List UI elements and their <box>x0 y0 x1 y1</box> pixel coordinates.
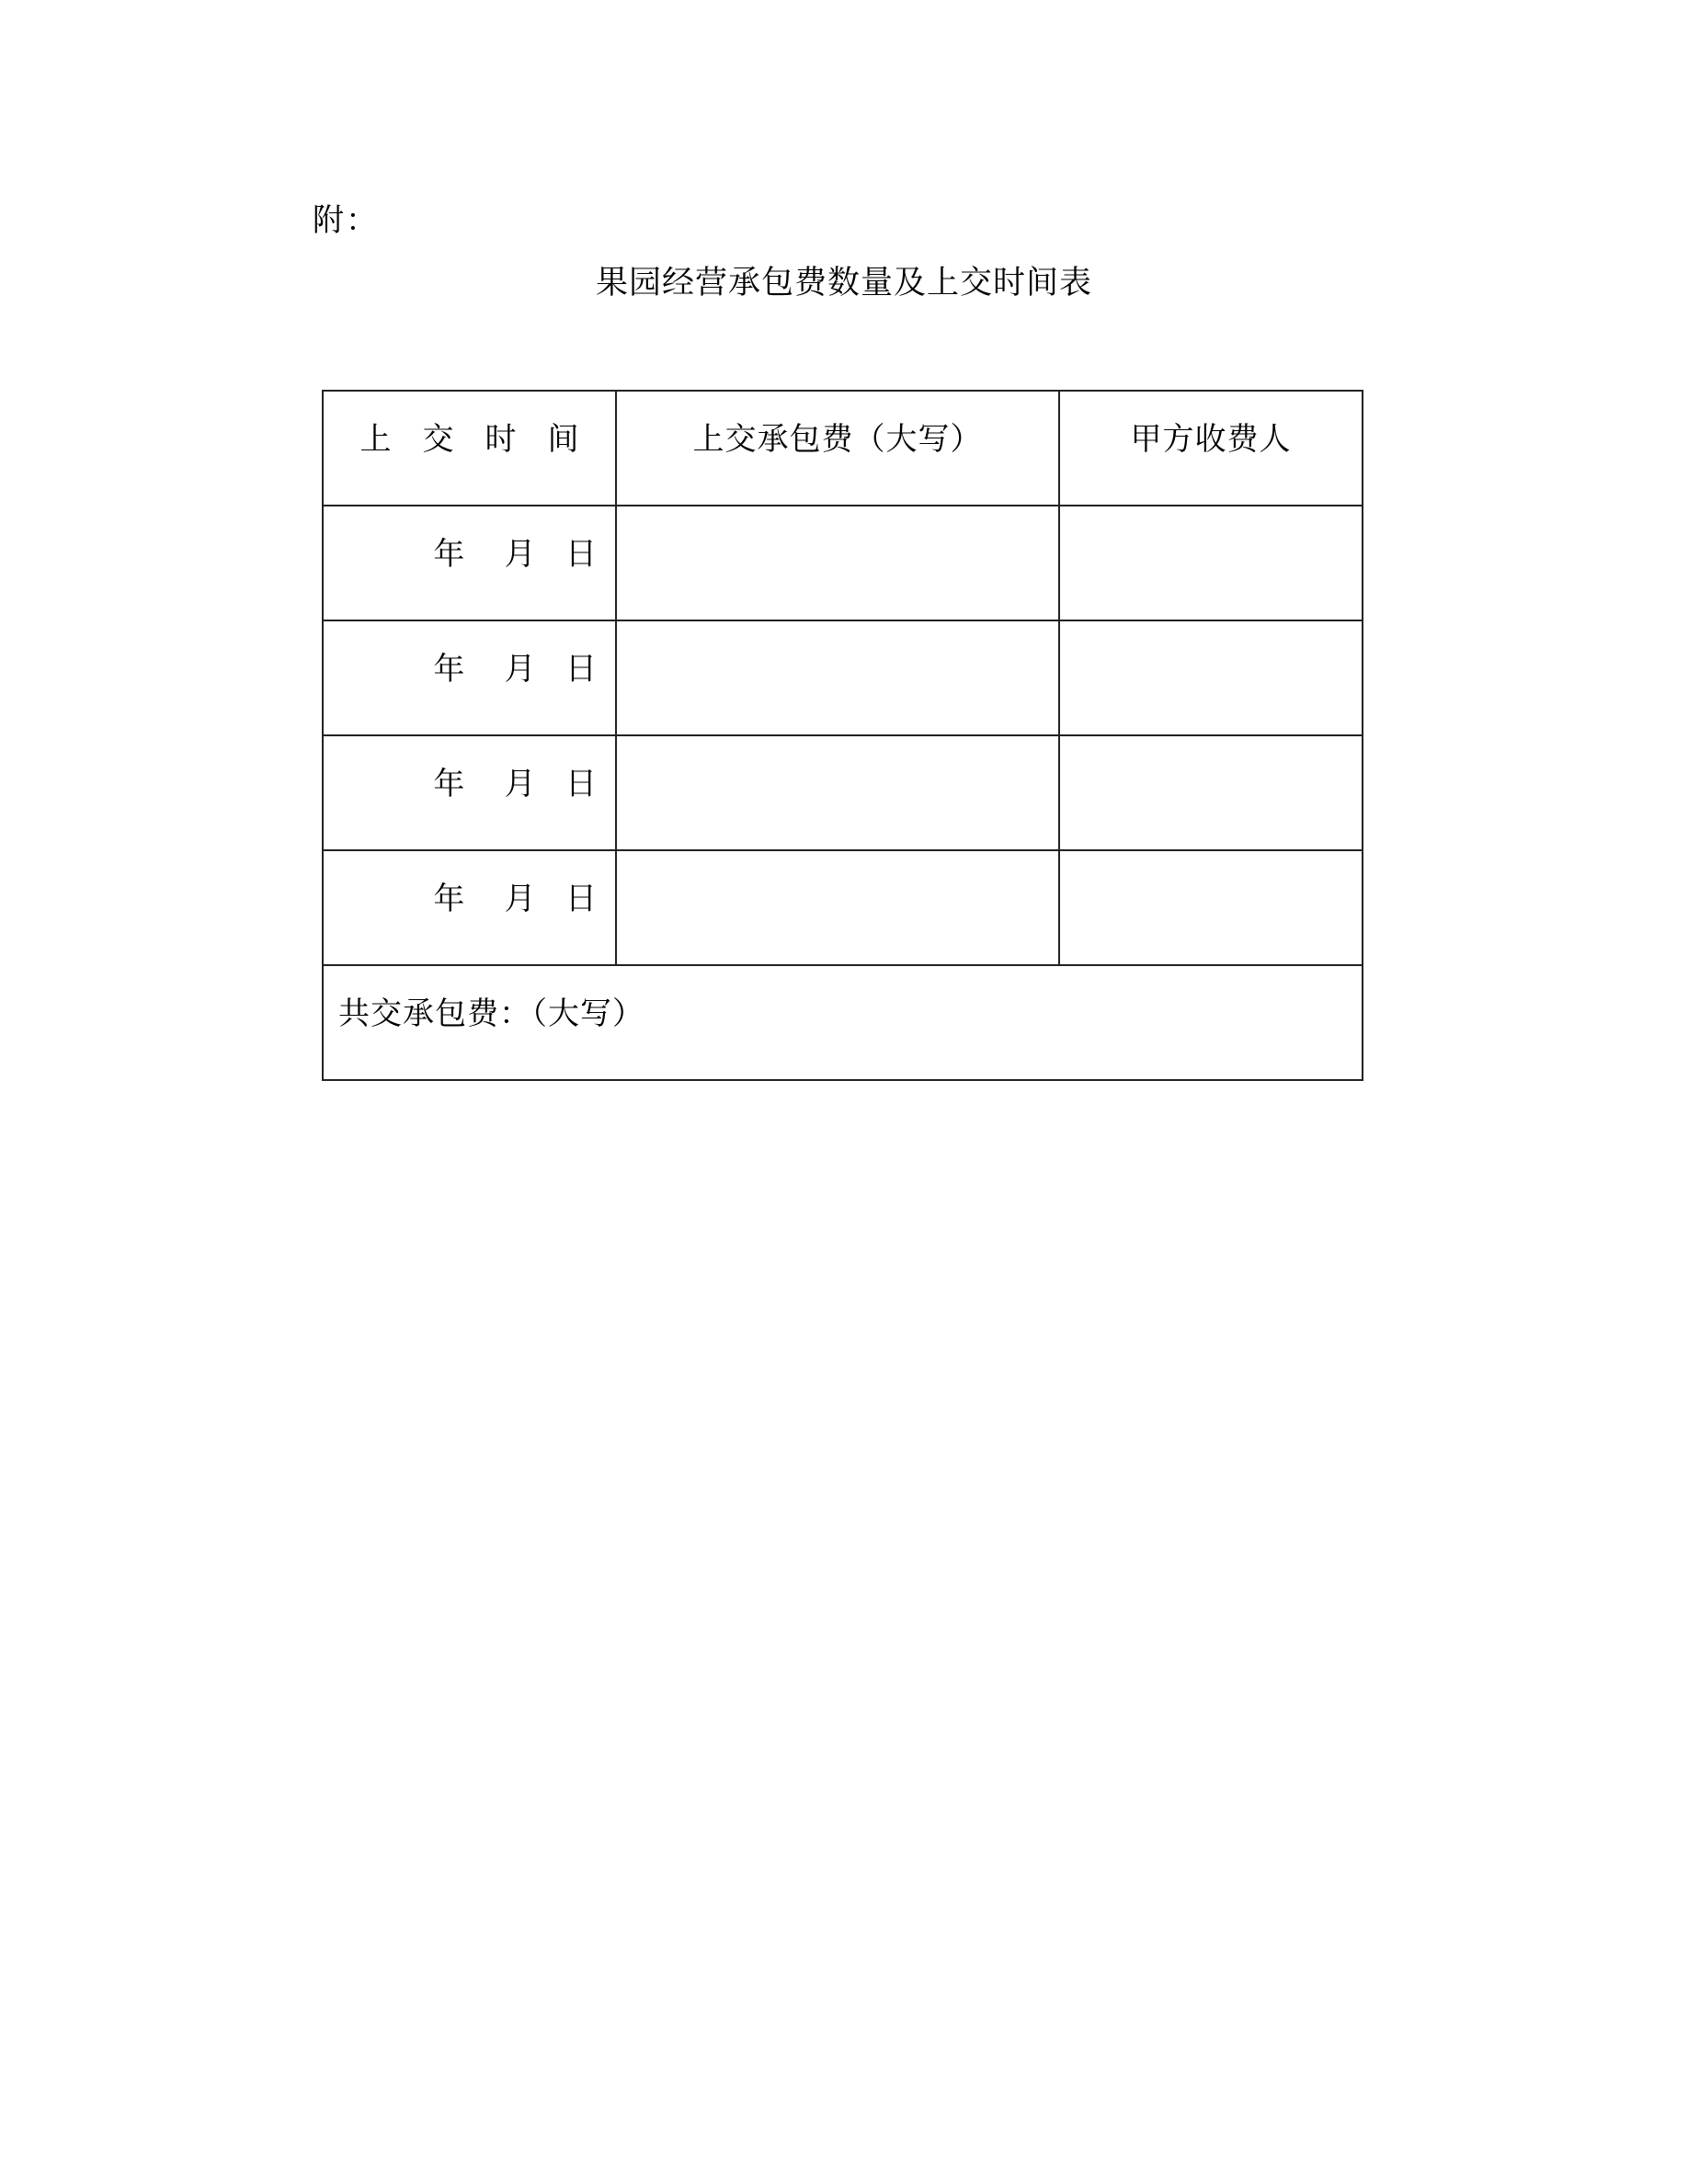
header-collector-label: 甲方收费人 <box>1130 421 1292 458</box>
fee-value <box>617 851 1058 879</box>
date-cell[interactable] <box>323 506 616 620</box>
date-placeholder: 年 月 日 <box>433 881 597 917</box>
collector-value <box>1060 851 1362 879</box>
table-header-row <box>323 391 1363 506</box>
date-cell[interactable] <box>323 620 616 735</box>
table-row <box>323 850 1363 965</box>
header-time-label: 上交时间 <box>359 421 610 458</box>
fee-value <box>617 621 1058 649</box>
date-placeholder: 年 月 日 <box>433 766 597 802</box>
collector-cell[interactable] <box>1059 735 1363 850</box>
date-placeholder: 年 月 日 <box>433 651 597 688</box>
date-placeholder: 年 月 日 <box>433 536 597 573</box>
fee-value <box>617 736 1058 764</box>
document-title: 果园经营承包费数量及上交时间表 <box>595 265 1092 301</box>
date-cell[interactable] <box>323 735 616 850</box>
header-cell-time <box>323 391 616 506</box>
total-cell[interactable] <box>323 965 1363 1080</box>
collector-cell[interactable] <box>1059 620 1363 735</box>
total-fee-label: 共交承包费：（大写） <box>338 995 644 1032</box>
collector-value <box>1060 621 1362 649</box>
fee-cell[interactable] <box>616 506 1059 620</box>
fee-cell[interactable] <box>616 735 1059 850</box>
header-cell-fee <box>616 391 1059 506</box>
fee-value <box>617 506 1058 534</box>
fee-cell[interactable] <box>616 850 1059 965</box>
table-row <box>323 506 1363 620</box>
date-cell[interactable] <box>323 850 616 965</box>
fee-cell[interactable] <box>616 620 1059 735</box>
table-row <box>323 735 1363 850</box>
attachment-label: 附： <box>313 202 379 239</box>
table-total-row <box>323 965 1363 1080</box>
collector-value <box>1060 736 1362 764</box>
header-fee-label: 上交承包费（大写） <box>692 421 983 458</box>
collector-value <box>1060 506 1362 534</box>
header-cell-collector <box>1059 391 1363 506</box>
table-row <box>323 620 1363 735</box>
collector-cell[interactable] <box>1059 506 1363 620</box>
collector-cell[interactable] <box>1059 850 1363 965</box>
fee-schedule-table <box>322 390 1363 1081</box>
